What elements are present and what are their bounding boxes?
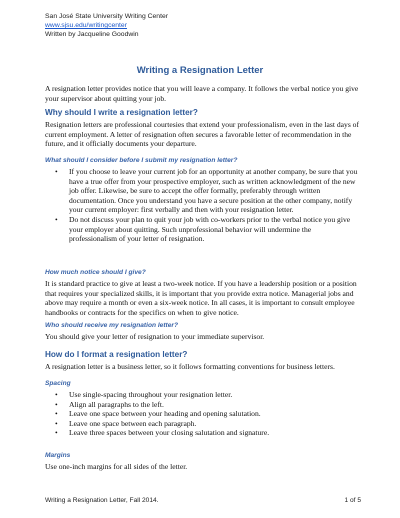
notice-heading: How much notice should I give? — [45, 269, 146, 276]
footer-title: Writing a Resignation Letter, Fall 2014. — [45, 497, 159, 504]
format-paragraph: A resignation letter is a business letter, so it follows formatting conventions for business letters. — [45, 362, 335, 371]
spacing-heading: Spacing — [45, 380, 71, 387]
receive-heading: Who should receive my resignation letter? — [45, 322, 179, 329]
bullet-icon: • — [55, 399, 58, 409]
spacing-list-wrap — [45, 390, 361, 438]
bullet-icon: • — [55, 167, 58, 176]
consider-list-wrap — [45, 167, 361, 244]
margins-paragraph: Use one-inch margins for all sides of the letter. — [45, 462, 188, 471]
list-item-text: Leave three spaces between your closing salutation and signature. — [69, 428, 270, 438]
bullet-icon: • — [55, 428, 58, 438]
org-name: San José State University Writing Center — [45, 13, 169, 20]
margins-heading: Margins — [45, 452, 71, 459]
writing-center-link[interactable]: www.sjsu.edu/writingcenter — [45, 22, 127, 29]
list-item — [45, 419, 361, 429]
author-line: Written by Jacqueline Goodwin — [45, 31, 139, 38]
consider-heading: What should I consider before I submit my resignation letter? — [45, 157, 238, 164]
list-item — [45, 215, 361, 244]
list-item — [45, 400, 361, 410]
list-item-text: Use single-spacing throughout your resignation letter. — [69, 390, 233, 399]
list-item — [45, 428, 361, 438]
list-item-text: Leave one space between each paragraph. — [69, 418, 197, 428]
list-item-text: Align all paragraphs to the left. — [69, 399, 164, 409]
bullet-icon: • — [55, 390, 58, 399]
intro-paragraph: A resignation letter provides notice that you will leave a company. It follows the verbal notice you give your supervisor about quitting your job. — [45, 84, 359, 103]
page-title: Writing a Resignation Letter — [136, 65, 264, 76]
consider-list — [45, 167, 361, 244]
list-item — [45, 409, 361, 419]
format-heading: How do I format a resignation letter? — [45, 350, 188, 359]
notice-paragraph: It is standard practice to give at least a two-week notice. If you have a leadership position or a position that requires your specialized skills, it is important that you provide extra notice. Managerial jobs and above may require a month or even a six-week notice. In all cases, it is important to consult employee handbooks or contracts for the specifics on when to give notice. — [45, 279, 357, 317]
spacing-list — [45, 390, 361, 438]
bullet-icon: • — [55, 214, 58, 224]
list-item — [45, 167, 361, 215]
bullet-icon: • — [55, 409, 58, 419]
list-item-text: If you choose to leave your current job for an opportunity at another company, be sure that you have a true offer from your prospective employer, such as written acknowledgment of the new job offer. Likewise, be sure to accept the offer formally, preferably through written documentation. Once you understand you have a secure position at the other company, notify your current employer: first verbally and then with your resignation letter. — [69, 167, 358, 215]
list-item — [45, 390, 361, 400]
page-footer — [45, 497, 361, 504]
list-item-text: Do not discuss your plan to quit your job with co-workers prior to the verbal notice you give your employer about quitting. Such unprofessional behavior will undermine the professionalism of your letter of resignation. — [69, 214, 351, 244]
document-header — [45, 12, 168, 39]
why-paragraph: Resignation letters are professional courtesies that extend your professionalism, even in the last days of current employment. A letter of resignation often secures a favorable letter of recommendation in the future, and it officially documents your departure. — [45, 120, 360, 149]
why-heading: Why should I write a resignation letter? — [45, 108, 198, 117]
bullet-icon: • — [55, 418, 58, 428]
receive-paragraph: You should give your letter of resignation to your immediate supervisor. — [45, 332, 265, 341]
list-item-text: Leave one space between your heading and opening salutation. — [69, 409, 261, 419]
page-number: 1 of 5 — [344, 497, 361, 504]
